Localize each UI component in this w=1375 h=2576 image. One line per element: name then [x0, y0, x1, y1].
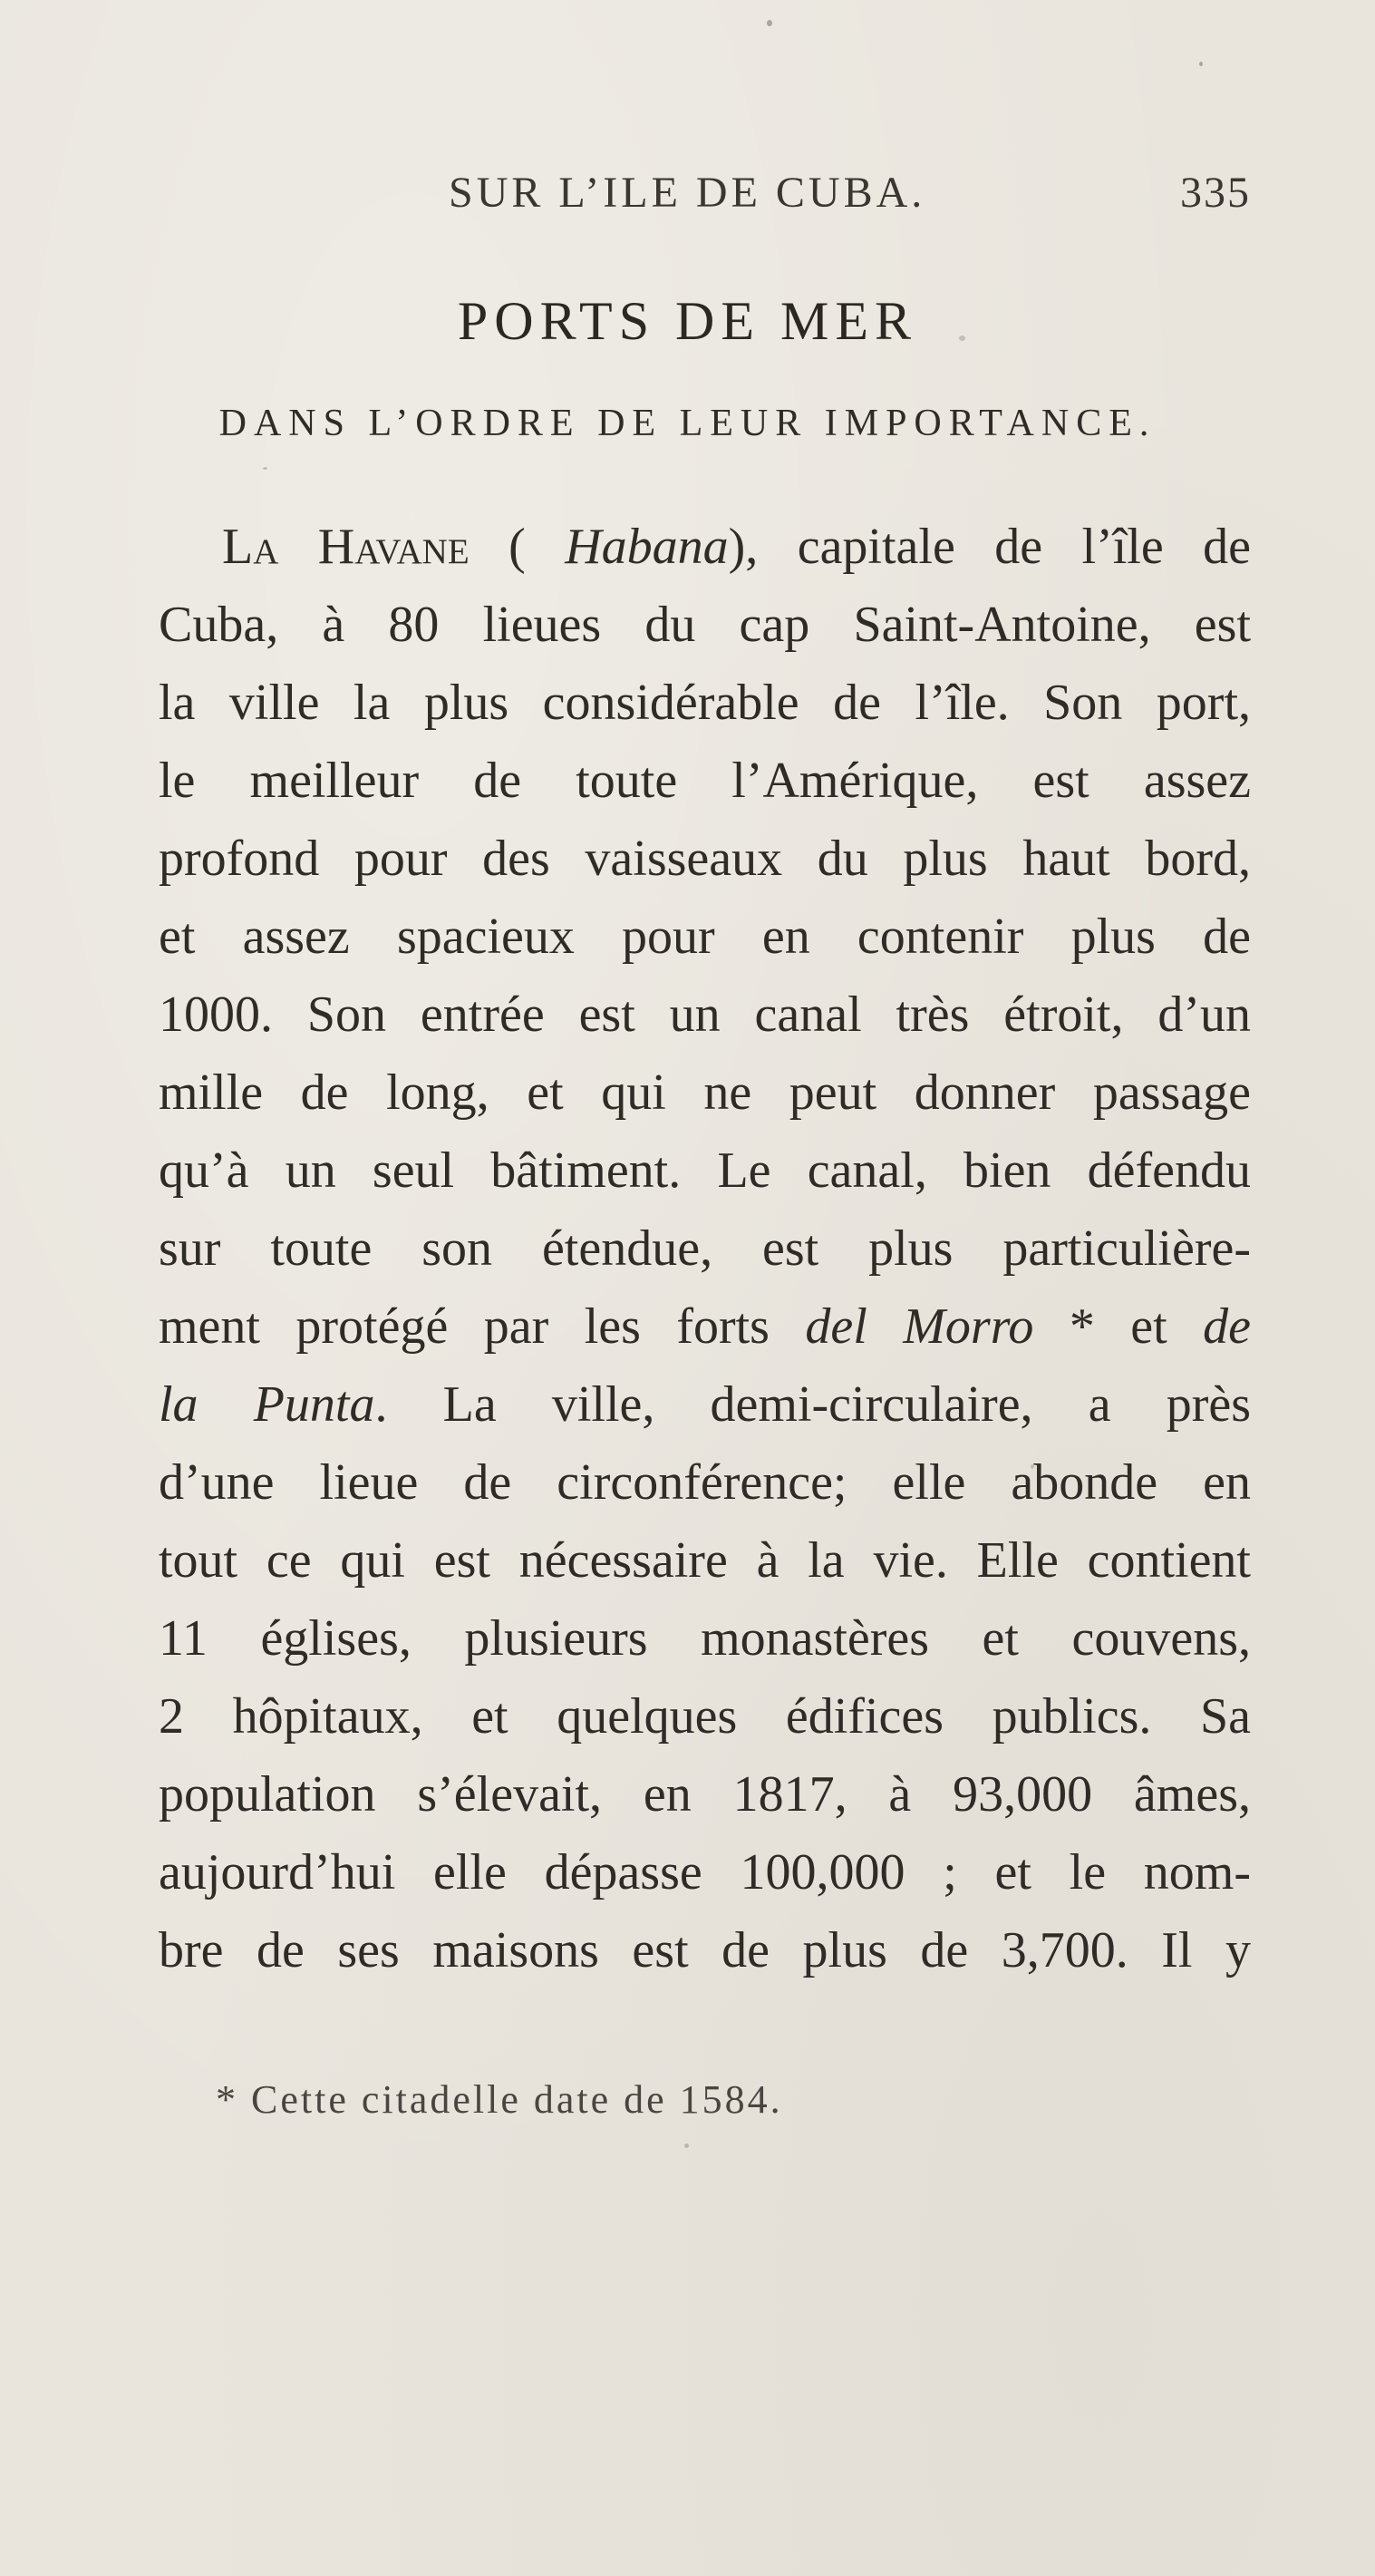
text-line-12: [159, 1366, 1251, 1444]
text-fragment: ), capitale de l’île de: [728, 519, 1251, 575]
text-line-16: 2 hôpitaux, et quelques édifices publics. Sa: [159, 1688, 1251, 1745]
running-head: [154, 168, 1251, 231]
section-subtitle: DANS L’ORDRE DE LEUR IMPORTANCE.: [218, 403, 1157, 444]
page-number: 335: [1180, 169, 1251, 217]
text-line-7: 1000. Son entrée est un canal très étroit, d’un: [159, 987, 1251, 1043]
text-line-11: [159, 1288, 1251, 1366]
text-line-17: population s’élevait, en 1817, à 93,000 âmes,: [159, 1766, 1251, 1823]
text-line-10: sur toute son étendue, est plus particulière-: [159, 1220, 1251, 1277]
text-line-13: d’une lieue de circonférence; elle abonde en: [159, 1454, 1251, 1511]
running-title: SUR L’ILE DE CUBA.: [449, 169, 926, 217]
body-paragraph: [159, 508, 1251, 1989]
text-fragment: ment protégé par les forts: [159, 1298, 806, 1355]
text-line-5: profond pour des vaisseaux du plus haut bord,: [159, 831, 1251, 887]
text-fragment: * et: [1033, 1298, 1204, 1355]
text-line-3: la ville la plus considérable de l’île. Son port,: [159, 675, 1251, 731]
text-line-19: bre de ses maisons est de plus de 3,700. Il y: [159, 1922, 1251, 1978]
text-line-8: mille de long, et qui ne peut donner passage: [159, 1064, 1251, 1121]
text-line-4: le meilleur de toute l’Amérique, est assez: [159, 753, 1251, 809]
section-title: PORTS DE MER: [457, 291, 918, 351]
text-line-15: 11 églises, plusieurs monastères et couvens,: [159, 1610, 1251, 1667]
text-line-2: Cuba, à 80 lieues du cap Saint-Antoine, est: [159, 597, 1251, 653]
text-line-14: tout ce qui est nécessaire à la vie. Elle contient: [159, 1532, 1251, 1589]
italic-fort-name: de: [1203, 1298, 1251, 1355]
italic-fort-name: del Morro: [805, 1298, 1034, 1355]
place-name-small-caps: La Havane: [222, 519, 470, 575]
text-line-18: aujourd’hui elle dépasse 100,000 ; et le nom-: [159, 1844, 1251, 1900]
italic-place-name: Habana: [565, 519, 729, 575]
text-fragment: (: [469, 519, 566, 575]
text-line-1: [159, 508, 1251, 586]
italic-fort-name: la Punta: [159, 1376, 375, 1433]
text-fragment: . La ville, demi-circulaire, a près: [374, 1376, 1251, 1433]
text-line-9: qu’à un seul bâtiment. Le canal, bien défendu: [159, 1142, 1251, 1199]
footnote: * Cette citadelle date de 1584.: [216, 2077, 783, 2122]
text-line-6: et assez spacieux pour en contenir plus de: [159, 909, 1251, 965]
